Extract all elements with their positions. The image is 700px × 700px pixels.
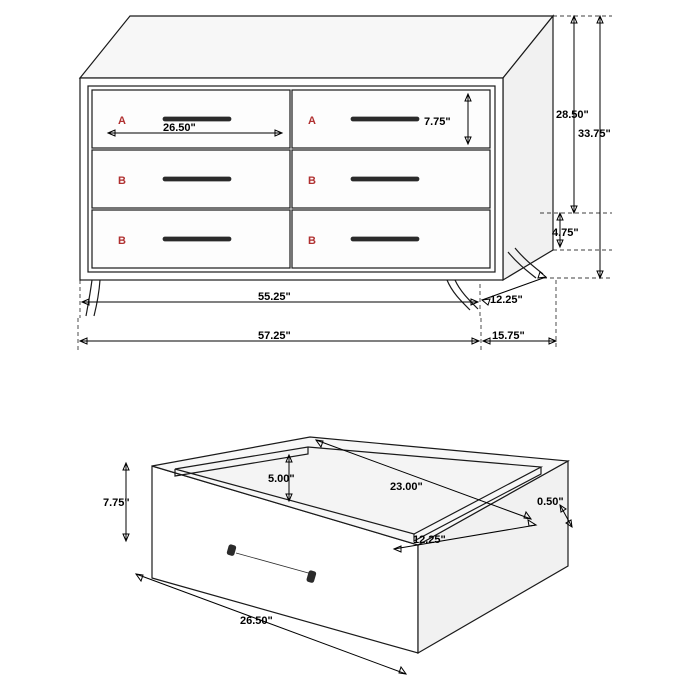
dim-label-drawer-thickness: 0.50": [537, 496, 564, 508]
drawer-label-bottom-right: B: [308, 235, 316, 247]
dim-label-drawer-front-width: 26.50": [163, 122, 196, 134]
dim-label-drawer-front-height: 7.75": [424, 116, 451, 128]
dresser-illustration: [80, 16, 553, 316]
drawer-label-middle-right: B: [308, 175, 316, 187]
drawer-label-middle-left: B: [118, 175, 126, 187]
dim-case-width: [80, 280, 480, 318]
dim-overall-height: [578, 16, 611, 278]
dim-label-drawer-interior-width: 23.00": [390, 481, 423, 493]
dim-drawer-side-height: [103, 463, 130, 541]
dim-leg-height: [552, 213, 579, 247]
dresser-top-surface: [80, 16, 553, 78]
handle-bottom-left: [163, 237, 231, 241]
dim-label-drawer-interior-depth: 5.00": [268, 473, 295, 485]
dim-cabinet-height: [556, 16, 589, 213]
dim-label-cabinet-height: 28.50": [556, 109, 589, 121]
drawer-label-top-left: A: [118, 115, 126, 127]
drawer-label-bottom-left: B: [118, 235, 126, 247]
dim-label-drawer-interior-side: 12.25": [413, 534, 446, 546]
dim-label-overall-width: 57.25": [258, 330, 291, 342]
dim-label-overall-height: 33.75": [578, 128, 611, 140]
dim-label-leg-height: 4.75": [552, 227, 579, 239]
handle-top-left: [163, 117, 231, 121]
dim-label-drawer-overall-width: 26.50": [240, 615, 273, 627]
handle-bottom-right: [351, 237, 419, 241]
dim-label-drawer-side-height: 7.75": [103, 497, 130, 509]
drawer-illustration: [152, 437, 568, 653]
drawer-label-top-right: A: [308, 115, 316, 127]
handle-top-right: [351, 117, 419, 121]
dim-overall-depth: [483, 280, 556, 350]
dim-overall-width: [78, 318, 481, 350]
dim-label-overall-depth: 15.75": [492, 330, 525, 342]
dim-label-case-width: 55.25": [258, 291, 291, 303]
handle-middle-left: [163, 177, 231, 181]
handle-middle-right: [351, 177, 419, 181]
dim-label-case-depth: 12.25": [490, 294, 523, 306]
